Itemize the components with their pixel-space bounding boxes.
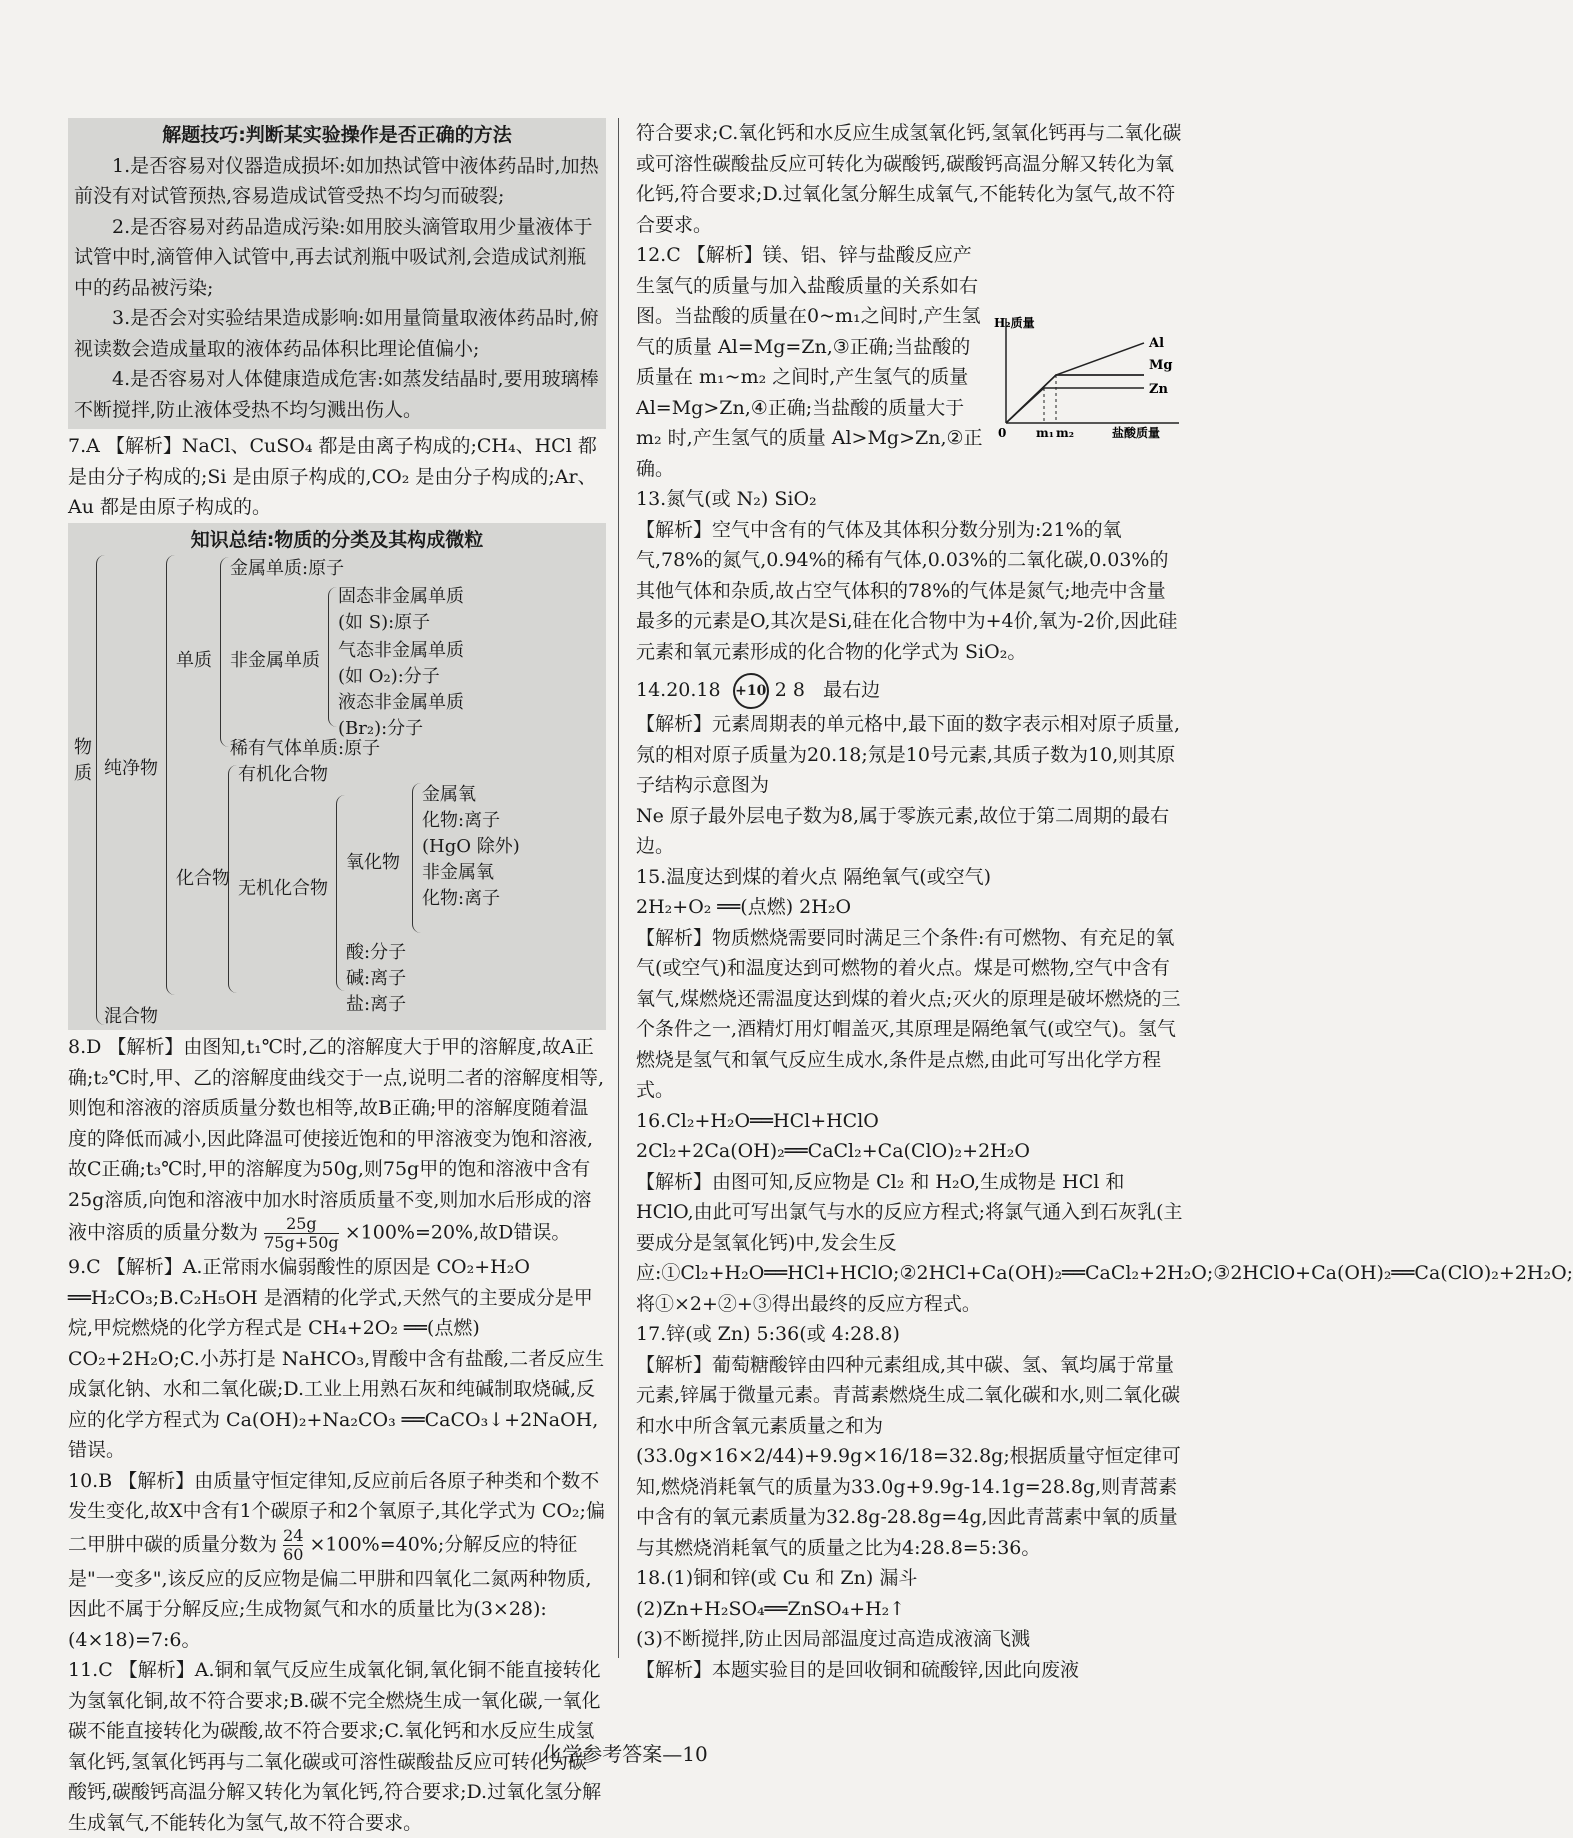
answer-18-analysis: 【解析】本题实验目的是回收铜和硫酸锌,因此向废液 bbox=[636, 1658, 1080, 1681]
line-al bbox=[1006, 343, 1144, 423]
answer-15-equation: 2H₂+O₂ ══(点燃) 2H₂O bbox=[636, 896, 852, 918]
line-zn bbox=[1006, 388, 1144, 423]
line-mg bbox=[1006, 375, 1144, 423]
tree-liquid-nm-2: (Br₂):分子 bbox=[338, 718, 424, 739]
line-mg-seg bbox=[1006, 375, 1076, 423]
answer-11-cont-text: 符合要求;C.氧化钙和水反应生成氢氧化钙,氢氧化钙再与二氧化碳或可溶性碳酸盐反应可转化为碳酸钙,碳酸钙高温分解又转化为氧化钙,符合要求;D.过氧化氢分解生成氧气,不能转化为氢气,故不符合要求。 bbox=[636, 122, 1182, 236]
brace-root bbox=[96, 555, 105, 1025]
answer-14 bbox=[636, 673, 1184, 709]
answer-11-continued bbox=[636, 118, 1184, 240]
summary-box bbox=[68, 523, 606, 1031]
tree-compound: 化合物 bbox=[176, 868, 230, 889]
tip-line-3: 3.是否会对实验结果造成影响:如用量筒量取液体药品时,俯视读数会造成量取的液体药品体积比理论值偏小; bbox=[74, 307, 599, 360]
answer-15: 15.温度达到煤的着火点 隔绝氧气(或空气) bbox=[636, 865, 992, 888]
tip-line-2: 2.是否容易对药品造成污染:如用胶头滴管取用少量液体于试管中时,滴管伸入试管中,再去试剂瓶中吸试剂,会造成试剂瓶中的药品被污染; bbox=[74, 215, 593, 299]
tree-metal-oxide-1: 金属氧 bbox=[422, 784, 476, 805]
answer-14-analysis-a: 【解析】元素周期表的单元格中,最下面的数字表示相对原子质量,氖的相对原子质量为20.18;氖是10号元素,其质子数为10,则其原子结构示意图为 bbox=[636, 713, 1181, 796]
answer-10 bbox=[68, 1466, 606, 1656]
answer-16-analysis: 【解析】由图可知,反应物是 Cl₂ 和 H₂O,生成物是 HCl 和 HClO,由此可写出氯气与水的反应方程式;将氯气通入到石灰乳(主要成分是氢氧化钙)中,发会生反应:①Cl₂+H₂O══HCl+HClO;②2HCl+Ca(OH)₂══CaCl₂+2H₂O;③2HClO+Ca(OH)₂══Ca(ClO)₂+2H₂O;将①×2+②+③得出最终的反应方程式。 bbox=[636, 1170, 1573, 1315]
tree-solid-nm-2: (如 S):原子 bbox=[338, 612, 431, 633]
answer-12: 12.C 【解析】镁、铝、锌与盐酸反应产生氢气的质量与加入盐酸质量的关系如右图。当盐酸的质量在0~m₁之间时,产生氢气的质量 Al=Mg=Zn,③正确;当盐酸的质量在 m₁~m₂ 之间时,产生氢气的质量 Al=Mg>Zn,④正确;当盐酸的质量大于 m₂ 时,产生氢气的质量 Al>Mg>Zn,②正确。 bbox=[636, 244, 983, 480]
answer-18-part-3: (3)不断搅拌,防止因局部温度过高造成液滴飞溅 bbox=[636, 1628, 1030, 1650]
classification-tree bbox=[74, 555, 600, 1030]
m2-label: m₂ bbox=[1056, 426, 1074, 440]
series-mg: Mg bbox=[1149, 358, 1173, 373]
answer-8-end: ×100%=20%,故D错误。 bbox=[344, 1221, 571, 1244]
brace-inorganic bbox=[336, 795, 345, 991]
answer-13-analysis: 【解析】空气中含有的气体及其体积分数分别为:21%的氧气,78%的氮气,0.94%的稀有气体,0.03%的二氧化碳,0.03%的其他气体和杂质,故占空气体积的78%的气体是氮气;地壳中含量最多的元素是O,其次是Si,硅在化合物中为+4价,氧为-2价,因此硅元素和氧元素形成的化合物的化学式为 SiO₂。 bbox=[636, 518, 1178, 663]
tip-box-title: 解题技巧:判断某实验操作是否正确的方法 bbox=[162, 124, 512, 146]
m1-label: m₁ bbox=[1036, 426, 1054, 440]
tree-mixture: 混合物 bbox=[104, 1006, 158, 1027]
answer-16-equation-2: 2Cl₂+2Ca(OH)₂══CaCl₂+Ca(ClO)₂+2H₂O bbox=[636, 1140, 1030, 1162]
tip-line-1: 1.是否容易对仪器造成损坏:如加热试管中液体药品时,加热前没有对试管预热,容易造成试管受热不均匀而破裂; bbox=[74, 154, 599, 207]
frac-top: 24 bbox=[283, 1525, 304, 1545]
tree-nonmetal-oxide-2: 化物:离子 bbox=[422, 888, 501, 909]
answer-10-end: ×100%=40%;分解反应的特征是"一变多",该反应的反应物是偏二甲肼和四氧化二氮两种物质,因此不属于分解反应;生成物氮气和水的质量比为(3×28):(4×18)=7:6。 bbox=[68, 1533, 592, 1651]
answer-18-part-1: 18.(1)铜和锌(或 Cu 和 Zn) 漏斗 bbox=[636, 1567, 918, 1589]
answer-14-position: 最右边 bbox=[823, 679, 881, 701]
tip-line-4: 4.是否容易对人体健康造成危害:如蒸发结晶时,要用玻璃棒不断搅拌,防止液体受热不均匀溅出伤人。 bbox=[74, 368, 599, 421]
column-divider bbox=[618, 118, 619, 1658]
tree-acid: 酸:分子 bbox=[346, 942, 407, 963]
left-column bbox=[68, 118, 606, 1834]
answer-17: 17.锌(或 Zn) 5:36(或 4:28.8) bbox=[636, 1323, 900, 1345]
answer-14-analysis-b: Ne 原子最外层电子数为8,属于零族元素,故位于第二周期的最右边。 bbox=[636, 804, 1170, 857]
origin-label: 0 bbox=[998, 426, 1007, 440]
series-zn: Zn bbox=[1149, 382, 1168, 397]
answer-8 bbox=[68, 1032, 606, 1252]
tree-gas-nm-1: 气态非金属单质 bbox=[338, 640, 464, 661]
series-al: Al bbox=[1149, 336, 1165, 351]
answer-15-analysis: 【解析】物质燃烧需要同时满足三个条件:有可燃物、有充足的氧气(或空气)和温度达到可燃物的着火点。煤是可燃物,空气中含有氧气,煤燃烧还需温度达到煤的着火点;灭火的原理是破坏燃烧的三个条件之一,酒精灯用灯帽盖灭,其原理是隔绝氧气(或空气)。氢气燃烧是氢气和氧气反应生成水,条件是点燃,由此可写出化学方程式。 bbox=[636, 926, 1181, 1101]
tree-solid-nm-1: 固态非金属单质 bbox=[338, 586, 464, 607]
y-axis-label: H₂质量 bbox=[994, 316, 1035, 330]
answer-18-part-2: (2)Zn+H₂SO₄══ZnSO₄+H₂↑ bbox=[636, 1597, 906, 1620]
frac-top: 25g bbox=[264, 1215, 339, 1234]
tree-noble: 稀有气体单质:原子 bbox=[230, 738, 381, 759]
atom-diagram: +10 bbox=[733, 673, 769, 709]
tree-pure: 纯净物 bbox=[104, 758, 158, 779]
tree-nonmetal-element: 非金属单质 bbox=[230, 650, 320, 671]
tree-oxide: 氧化物 bbox=[346, 852, 400, 873]
tree-metal-element: 金属单质:原子 bbox=[230, 558, 345, 579]
answer-14-num: 14.20.18 bbox=[636, 679, 721, 701]
atom-shells: 2 8 bbox=[774, 679, 805, 701]
answer-11: 11.C 【解析】A.铜和氧气反应生成氧化铜,氧化铜不能直接转化为氢氧化铜,故不符合要求;B.碳不完全燃烧生成一氧化碳,一氧化碳不能直接转化为碳酸,故不符合要求;C.氧化钙和水反应生成氢氧化钙,氢氧化钙再与二氧化碳或可溶性碳酸盐反应可转化为碳酸钙,碳酸钙高温分解又转化为氧化钙,符合要求;D.过氧化氢分解生成氧气,不能转化为氢气,故不符合要求。 bbox=[68, 1659, 602, 1834]
answer-9: 9.C 【解析】A.正常雨水偏弱酸性的原因是 CO₂+H₂O ══H₂CO₃;B.C₂H₅OH 是酒精的化学式,天然气的主要成分是甲烷,甲烷燃烧的化学方程式是 CH₄+2O₂ ══(点燃) CO₂+2H₂O;C.小苏打是 NaHCO₃,胃酸中含有盐酸,二者反应生成氯化钠、水和二氧化碳;D.工业上用熟石灰和纯碱制取烧碱,反应的化学方程式为 Ca(OH)₂+Na₂CO₃ ══CaCO₃↓+2NaOH,错误。 bbox=[68, 1256, 605, 1461]
brace-oxide bbox=[412, 783, 421, 933]
tree-gas-nm-2: (如 O₂):分子 bbox=[338, 666, 440, 687]
answer-10-fraction bbox=[283, 1527, 303, 1564]
tip-box bbox=[68, 118, 606, 429]
tree-metal-oxide-2: 化物:离子 bbox=[422, 810, 501, 831]
answer-16: 16.Cl₂+H₂O══HCl+HClO bbox=[636, 1109, 879, 1132]
answer-8-fraction bbox=[264, 1215, 339, 1252]
brace-element bbox=[220, 557, 229, 747]
tree-organic: 有机化合物 bbox=[238, 764, 328, 785]
tree-base: 碱:离子 bbox=[346, 968, 407, 989]
brace-nonmetal bbox=[328, 587, 337, 727]
answer-8-text: 8.D 【解析】由图知,t₁℃时,乙的溶解度大于甲的溶解度,故A正确;t₂℃时,甲、乙的溶解度曲线交于一点,说明二者的溶解度相等,则饱和溶液的溶质质量分数也相等,故B正确;甲的溶解度随着温度的降低而减小,因此降温可使接近饱和的甲溶液变为饱和溶液,故C正确;t₃℃时,甲的溶解度为50g,则75g甲的饱和溶液中含有25g溶质,向饱和溶液中加水时溶质质量不变,则加水后形成的溶液中溶质的质量分数为 bbox=[68, 1036, 605, 1244]
right-column bbox=[636, 118, 1573, 1685]
answer-10-text: 10.B 【解析】由质量守恒定律知,反应前后各原子种类和个数不发生变化,故X中含有1个碳原子和2个氧原子,其化学式为 CO₂;偏二甲肼中碳的质量分数为 bbox=[68, 1469, 605, 1555]
frac-bottom: 60 bbox=[283, 1544, 304, 1564]
page-footer: 化学参考答案—10 bbox=[542, 1742, 708, 1766]
answer-13: 13.氮气(或 N₂) SiO₂ bbox=[636, 488, 817, 510]
answer-7: 7.A 【解析】NaCl、CuSO₄ 都是由离子构成的;CH₄、HCl 都是由分子构成的;Si 是由原子构成的,CO₂ 是由分子构成的;Ar、Au 都是由原子构成的。 bbox=[68, 435, 597, 518]
hydrogen-mass-graph bbox=[994, 313, 1184, 443]
brace-pure bbox=[166, 555, 175, 995]
summary-box-title: 知识总结:物质的分类及其构成微粒 bbox=[190, 528, 484, 551]
tree-salt: 盐:离子 bbox=[346, 994, 407, 1015]
tree-inorganic: 无机化合物 bbox=[238, 878, 328, 899]
frac-bottom: 75g+50g bbox=[264, 1233, 339, 1252]
tree-nonmetal-oxide-1: 非金属氧 bbox=[422, 862, 494, 883]
answer-17-analysis: 【解析】葡萄糖酸锌由四种元素组成,其中碳、氢、氧均属于常量元素,锌属于微量元素。青蒿素燃烧生成二氧化碳和水,则二氧化碳和水中所含氧元素质量之和为(33.0g×16×2/44)+9.9g×16/18=32.8g;根据质量守恒定律可知,燃烧消耗氧气的质量为33.0g+9.9g-14.1g=28.8g,则青蒿素中含有的氧元素质量为32.8g-28.8g=4g,因此青蒿素中氧的质量与其燃烧消耗氧气的质量之比为4:28.8=5:36。 bbox=[636, 1353, 1181, 1559]
x-axis-label: 盐酸质量 bbox=[1112, 426, 1161, 440]
tree-element: 单质 bbox=[176, 650, 212, 671]
tree-liquid-nm-1: 液态非金属单质 bbox=[338, 692, 464, 713]
brace-compound bbox=[228, 765, 237, 993]
tree-metal-oxide-3: (HgO 除外) bbox=[422, 836, 520, 857]
tree-root: 物质 bbox=[74, 737, 92, 784]
